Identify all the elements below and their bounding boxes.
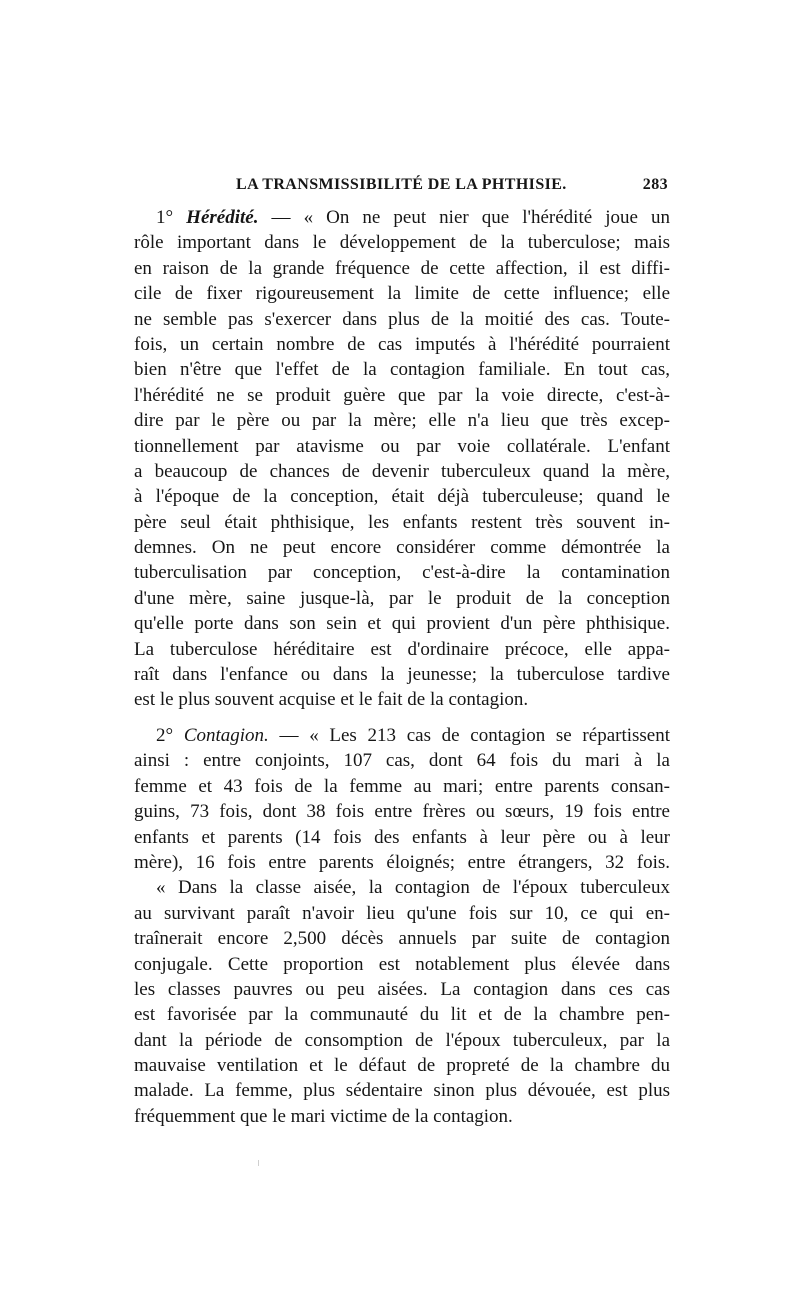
section-contagion xyxy=(134,723,670,1129)
text-line: guins, 73 fois, dont 38 fois entre frères ou sœurs, 19 fois entre xyxy=(134,801,670,823)
section-first-line xyxy=(134,205,670,230)
section-first-line xyxy=(134,723,670,748)
text-line: mère), 16 fois entre parents éloignés; entre étrangers, 32 fois. xyxy=(134,851,670,873)
text-line: — « On ne peut nier que l'hérédité joue un xyxy=(271,207,671,228)
text-line: en raison de la grande fréquence de cette affection, il est diffi- xyxy=(134,257,670,279)
text-line: qu'elle porte dans son sein et qui provient d'un père phthisique. xyxy=(134,613,670,635)
text-line: tionnellement par atavisme ou par voie collatérale. L'enfant xyxy=(134,435,670,457)
text-line: raît dans l'enfance ou dans la jeunesse; la tuberculose tardive xyxy=(134,664,670,686)
text-line: mauvaise ventilation et le défaut de propreté de la chambre du xyxy=(134,1055,670,1077)
text-line: fois, un certain nombre de cas imputés à l'hérédité pourraient xyxy=(134,333,670,355)
text-line: l'hérédité ne se produit guère que par la voie directe, c'est-à- xyxy=(134,384,670,406)
text-line: — « Les 213 cas de contagion se répartissent xyxy=(279,725,671,746)
text-line: les classes pauvres ou peu aisées. La contagion dans ces cas xyxy=(134,978,670,1000)
text-line: traînerait encore 2,500 décès annuels par suite de contagion xyxy=(134,928,670,950)
text-line: rôle important dans le développement de la tuberculose; mais xyxy=(134,232,670,254)
section-number: 1° xyxy=(156,207,174,228)
text-line: père seul était phthisique, les enfants restent très souvent in- xyxy=(134,511,670,533)
text-line: malade. La femme, plus sédentaire sinon plus dévouée, est plus xyxy=(134,1080,670,1102)
text-line: cile de fixer rigoureusement la limite de cette influence; elle xyxy=(134,283,670,305)
section-heredite xyxy=(134,205,670,713)
text-line: d'une mère, saine jusque-là, par le produit de la conception xyxy=(134,587,670,609)
text-line: au survivant paraît n'avoir lieu qu'une fois sur 10, ce qui en- xyxy=(134,902,670,924)
text-line: conjugale. Cette proportion est notablement plus élevée dans xyxy=(134,953,670,975)
text-line: fréquemment que le mari victime de la contagion. xyxy=(134,1105,513,1127)
section-heading: Contagion. xyxy=(183,725,269,746)
text-line: « Dans la classe aisée, la contagion de l'époux tuberculeux xyxy=(156,877,670,899)
text-line: femme et 43 fois de la femme au mari; entre parents consan- xyxy=(134,775,670,797)
text-line: dire par le père ou par la mère; elle n'a lieu que très excep- xyxy=(134,410,670,432)
text-line: bien n'être que l'effet de la contagion familiale. En tout cas, xyxy=(134,359,670,381)
text-line: tuberculisation par conception, c'est-à-dire la contamination xyxy=(134,562,670,584)
text-line: ainsi : entre conjoints, 107 cas, dont 64 fois du mari à la xyxy=(134,750,670,772)
text-line: est le plus souvent acquise et le fait de la contagion. xyxy=(134,689,529,711)
page-number: 283 xyxy=(642,176,668,193)
running-head: LA TRANSMISSIBILITÉ DE LA PHTHISIE. xyxy=(236,176,567,193)
text-line: La tuberculose héréditaire est d'ordinaire précoce, elle appa- xyxy=(134,638,670,660)
print-speck xyxy=(258,1160,259,1166)
section-heading: Hérédité. xyxy=(186,207,259,228)
text-line: ne semble pas s'exercer dans plus de la moitié des cas. Toute- xyxy=(134,308,670,330)
text-line: demnes. On ne peut encore considérer comme démontrée la xyxy=(134,537,670,559)
text-line: a beaucoup de chances de devenir tuberculeux quand la mère, xyxy=(134,460,670,482)
text-line: est favorisée par la communauté du lit et de la chambre pen- xyxy=(134,1004,670,1026)
text-line: dant la période de consomption de l'époux tuberculeux, par la xyxy=(134,1029,670,1051)
text-line: enfants et parents (14 fois des enfants à leur père ou à leur xyxy=(134,826,670,848)
section-number: 2° xyxy=(156,725,174,746)
page-header xyxy=(134,176,670,198)
text-line: à l'époque de la conception, était déjà tuberculeuse; quand le xyxy=(134,486,670,508)
